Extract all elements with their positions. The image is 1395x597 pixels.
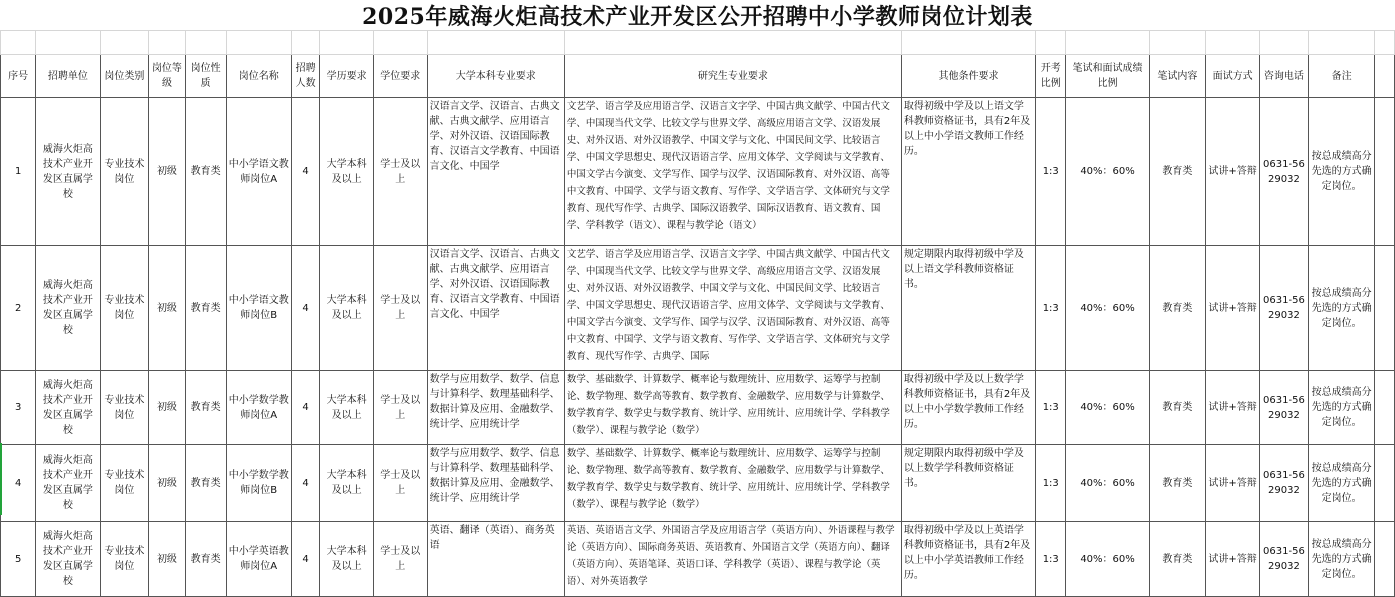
header-cell-empty xyxy=(1375,55,1395,98)
cell-text: 规定期限内取得初级中学及以上数学学科教师资格证书。 xyxy=(903,448,1024,489)
table-cell: 大学本科及以上 xyxy=(320,246,374,371)
table-cell xyxy=(901,522,1035,597)
table-cell: 试讲+答辩 xyxy=(1206,371,1260,445)
table-cell: 0631-5629032 xyxy=(1260,445,1309,522)
table-cell: 试讲+答辩 xyxy=(1206,246,1260,371)
table-cell: 学士及以上 xyxy=(373,246,427,371)
table-cell-empty xyxy=(1375,522,1395,597)
table-cell: 1:3 xyxy=(1036,98,1066,246)
header-cell: 笔试和面试成绩比例 xyxy=(1066,55,1149,98)
cell-text: 取得初级中学及以上英语学科教师资格证书，具有2年及以上中小学英语教师工作经历。 xyxy=(903,525,1031,581)
table-cell: 学士及以上 xyxy=(373,522,427,597)
cell-text: 英语、翻译（英语）、商务英语 xyxy=(429,525,555,551)
table-cell: 教育类 xyxy=(1149,371,1206,445)
table-cell: 1:3 xyxy=(1036,522,1066,597)
table-cell: 学士及以上 xyxy=(373,445,427,522)
table-cell xyxy=(564,522,901,597)
table-cell xyxy=(427,445,564,522)
row-selection-marker xyxy=(0,443,2,515)
cell-text: 数学与应用数学、数学、信息与计算科学、数理基础科学、数据计算及应用、金融数学、统计学、应用统计学 xyxy=(429,374,560,430)
table-cell: 学士及以上 xyxy=(373,371,427,445)
cell-text: 汉语言文学、汉语言、古典文献、古典文献学、应用语言学、对外汉语、汉语国际教育、汉语言文学教育、中国语言文化、中国学 xyxy=(429,101,560,172)
spacer-row xyxy=(1,31,1395,55)
table-cell: 教育类 xyxy=(1149,522,1206,597)
table-cell: 教育类 xyxy=(185,246,226,371)
header-cell: 序号 xyxy=(1,55,36,98)
table-cell xyxy=(564,246,901,371)
table-cell: 专业技术岗位 xyxy=(100,522,149,597)
header-cell: 岗位等级 xyxy=(149,55,185,98)
table-cell: 学士及以上 xyxy=(373,98,427,246)
table-cell-empty xyxy=(1375,246,1395,371)
table-cell: 0631-5629032 xyxy=(1260,371,1309,445)
table-cell: 大学本科及以上 xyxy=(320,445,374,522)
table-cell: 40%：60% xyxy=(1066,246,1149,371)
table-cell: 专业技术岗位 xyxy=(100,371,149,445)
table-cell: 4 xyxy=(291,98,320,246)
table-cell: 教育类 xyxy=(185,371,226,445)
cell-text: 文艺学、语言学及应用语言学、汉语言文字学、中国古典文献学、中国古代文学、中国现当代文学、比较文学与世界文学、高级应用语言文学、汉语发展史、对外汉语、对外汉语教学、中国文学与文化、中国民间文学、比较语言学、中国文学思想史、现代汉语语言学、应用文体学、文学阅读与文学教育、中国文学古今演变、文学写作、国学与汉学、汉语国际教育、对外汉语、高等中文教育、中国学、文学与语文教育、写作学、文学语言学、文体研究与文学教育、现代写作学、古典学、国际 xyxy=(566,249,890,362)
header-cell: 岗位类别 xyxy=(100,55,149,98)
table-cell: 威海火炬高技术产业开发区直属学校 xyxy=(36,522,100,597)
cell-text: 取得初级中学及以上数学学科教师资格证书，具有2年及以上中小学数学教师工作经历。 xyxy=(903,374,1031,430)
table-cell xyxy=(564,371,901,445)
table-cell: 初级 xyxy=(149,246,185,371)
table-cell: 中小学语文教师岗位B xyxy=(226,246,291,371)
table-cell: 大学本科及以上 xyxy=(320,98,374,246)
table-cell: 教育类 xyxy=(1149,98,1206,246)
table-row xyxy=(1,522,1395,597)
table-cell: 3 xyxy=(1,371,36,445)
table-cell: 大学本科及以上 xyxy=(320,522,374,597)
cell-text: 英语、英语语言文学、外国语言学及应用语言学（英语方向）、外语课程与教学论（英语方向）、国际商务英语、英语教育、外国语言文学（英语方向）、翻译（英语方向）、英语笔译、英语口译、学科教学（英语）、课程与教学论（英语）、对外英语教学 xyxy=(566,525,895,587)
header-row xyxy=(1,55,1395,98)
table-cell-empty xyxy=(1375,98,1395,246)
table-cell: 2 xyxy=(1,246,36,371)
table-cell xyxy=(427,246,564,371)
header-cell: 岗位名称 xyxy=(226,55,291,98)
table-cell: 试讲+答辩 xyxy=(1206,98,1260,246)
header-cell: 学位要求 xyxy=(373,55,427,98)
cell-text: 规定期限内取得初级中学及以上语文学科教师资格证书。 xyxy=(903,249,1024,290)
table-cell: 5 xyxy=(1,522,36,597)
cell-text: 数学、基础数学、计算数学、概率论与数理统计、应用数学、运筹学与控制论、数学物理、数学高等教育、数学教育、金融数学、应用数学与计算数学、数学教育学、数学史与数学教育、统计学、应用统计、应用统计学、学科教学（数学）、课程与教学论（数学） xyxy=(566,448,890,510)
table-cell: 初级 xyxy=(149,445,185,522)
table-cell: 按总成绩高分先选的方式确定岗位。 xyxy=(1308,522,1375,597)
table-row xyxy=(1,246,1395,371)
table-cell: 4 xyxy=(291,445,320,522)
table-cell: 0631-5629032 xyxy=(1260,98,1309,246)
header-cell: 岗位性质 xyxy=(185,55,226,98)
table-cell xyxy=(901,371,1035,445)
table-row xyxy=(1,445,1395,522)
table-cell: 威海火炬高技术产业开发区直属学校 xyxy=(36,371,100,445)
table-cell: 威海火炬高技术产业开发区直属学校 xyxy=(36,98,100,246)
table-cell: 4 xyxy=(1,445,36,522)
table-cell-empty xyxy=(1375,445,1395,522)
table-cell: 按总成绩高分先选的方式确定岗位。 xyxy=(1308,98,1375,246)
header-cell: 笔试内容 xyxy=(1149,55,1206,98)
table-cell: 1:3 xyxy=(1036,371,1066,445)
table-cell: 1 xyxy=(1,98,36,246)
header-cell: 研究生专业要求 xyxy=(564,55,901,98)
table-cell: 中小学英语教师岗位A xyxy=(226,522,291,597)
cell-text: 数学与应用数学、数学、信息与计算科学、数理基础科学、数据计算及应用、金融数学、统计学、应用统计学 xyxy=(429,448,560,504)
header-cell: 备注 xyxy=(1308,55,1375,98)
header-cell: 面试方式 xyxy=(1206,55,1260,98)
table-row xyxy=(1,371,1395,445)
table-cell xyxy=(901,98,1035,246)
table-cell: 教育类 xyxy=(185,522,226,597)
table-cell xyxy=(901,445,1035,522)
table-cell: 40%：60% xyxy=(1066,445,1149,522)
cell-text: 数学、基础数学、计算数学、概率论与数理统计、应用数学、运筹学与控制论、数学物理、数学高等教育、数学教育、金融数学、应用数学与计算数学、数学教育学、数学史与数学教育、统计学、应用统计、应用统计学、学科教学（数学）、课程与教学论（数学） xyxy=(566,374,890,436)
header-cell: 招聘单位 xyxy=(36,55,100,98)
table-cell xyxy=(427,98,564,246)
table-cell: 教育类 xyxy=(185,98,226,246)
table-cell xyxy=(901,246,1035,371)
table-cell: 4 xyxy=(291,371,320,445)
table-cell: 中小学语文教师岗位A xyxy=(226,98,291,246)
table-cell: 专业技术岗位 xyxy=(100,246,149,371)
table-cell: 按总成绩高分先选的方式确定岗位。 xyxy=(1308,246,1375,371)
table-cell: 4 xyxy=(291,246,320,371)
cell-text: 文艺学、语言学及应用语言学、汉语言文字学、中国古典文献学、中国古代文学、中国现当代文学、比较文学与世界文学、高级应用语言文学、汉语发展史、对外汉语、对外汉语教学、中国文学与文化、中国民间文学、比较语言学、中国文学思想史、现代汉语语言学、应用文体学、文学阅读与文学教育、中国文学古今演变、文学写作、国学与汉学、汉语国际教育、对外汉语、高等中文教育、中国学、文学与语文教育、写作学、文学语言学、文体研究与文学教育、现代写作学、古典学、国际汉语教学、国际汉语教育、语文教育、国学、学科教学（语文）、课程与教学论（语文） xyxy=(566,101,890,231)
table-row xyxy=(1,98,1395,246)
table-cell: 初级 xyxy=(149,522,185,597)
table-cell: 1:3 xyxy=(1036,445,1066,522)
table-cell xyxy=(564,98,901,246)
table-cell: 40%：60% xyxy=(1066,98,1149,246)
table-cell: 威海火炬高技术产业开发区直属学校 xyxy=(36,445,100,522)
table-cell: 教育类 xyxy=(185,445,226,522)
table-cell: 教育类 xyxy=(1149,445,1206,522)
table-cell: 40%：60% xyxy=(1066,522,1149,597)
table-cell: 教育类 xyxy=(1149,246,1206,371)
table-cell: 初级 xyxy=(149,371,185,445)
table-cell: 中小学数学教师岗位B xyxy=(226,445,291,522)
table-cell: 0631-5629032 xyxy=(1260,522,1309,597)
table-cell xyxy=(427,522,564,597)
header-cell: 其他条件要求 xyxy=(901,55,1035,98)
recruitment-table xyxy=(0,30,1395,597)
table-cell: 专业技术岗位 xyxy=(100,98,149,246)
header-cell: 大学本科专业要求 xyxy=(427,55,564,98)
table-cell: 1:3 xyxy=(1036,246,1066,371)
table-cell: 按总成绩高分先选的方式确定岗位。 xyxy=(1308,445,1375,522)
page-title: 2025年威海火炬高技术产业开发区公开招聘中小学教师岗位计划表 xyxy=(362,4,1033,30)
table-cell: 大学本科及以上 xyxy=(320,371,374,445)
cell-text: 汉语言文学、汉语言、古典文献、古典文献学、应用语言学、对外汉语、汉语国际教育、汉语言文学教育、中国语言文化、中国学 xyxy=(429,249,560,320)
table-cell: 专业技术岗位 xyxy=(100,445,149,522)
table-cell: 4 xyxy=(291,522,320,597)
header-cell: 开考比例 xyxy=(1036,55,1066,98)
table-cell: 威海火炬高技术产业开发区直属学校 xyxy=(36,246,100,371)
table-cell: 试讲+答辩 xyxy=(1206,522,1260,597)
table-cell: 试讲+答辩 xyxy=(1206,445,1260,522)
table-cell: 40%：60% xyxy=(1066,371,1149,445)
table-cell: 0631-5629032 xyxy=(1260,246,1309,371)
table-cell: 初级 xyxy=(149,98,185,246)
header-cell: 招聘人数 xyxy=(291,55,320,98)
table-cell-empty xyxy=(1375,371,1395,445)
table-cell: 中小学数学教师岗位A xyxy=(226,371,291,445)
header-cell: 咨询电话 xyxy=(1260,55,1309,98)
cell-text: 取得初级中学及以上语文学科教师资格证书，具有2年及以上中小学语文教师工作经历。 xyxy=(903,101,1031,157)
table-cell xyxy=(564,445,901,522)
table-cell xyxy=(427,371,564,445)
table-cell: 按总成绩高分先选的方式确定岗位。 xyxy=(1308,371,1375,445)
header-cell: 学历要求 xyxy=(320,55,374,98)
